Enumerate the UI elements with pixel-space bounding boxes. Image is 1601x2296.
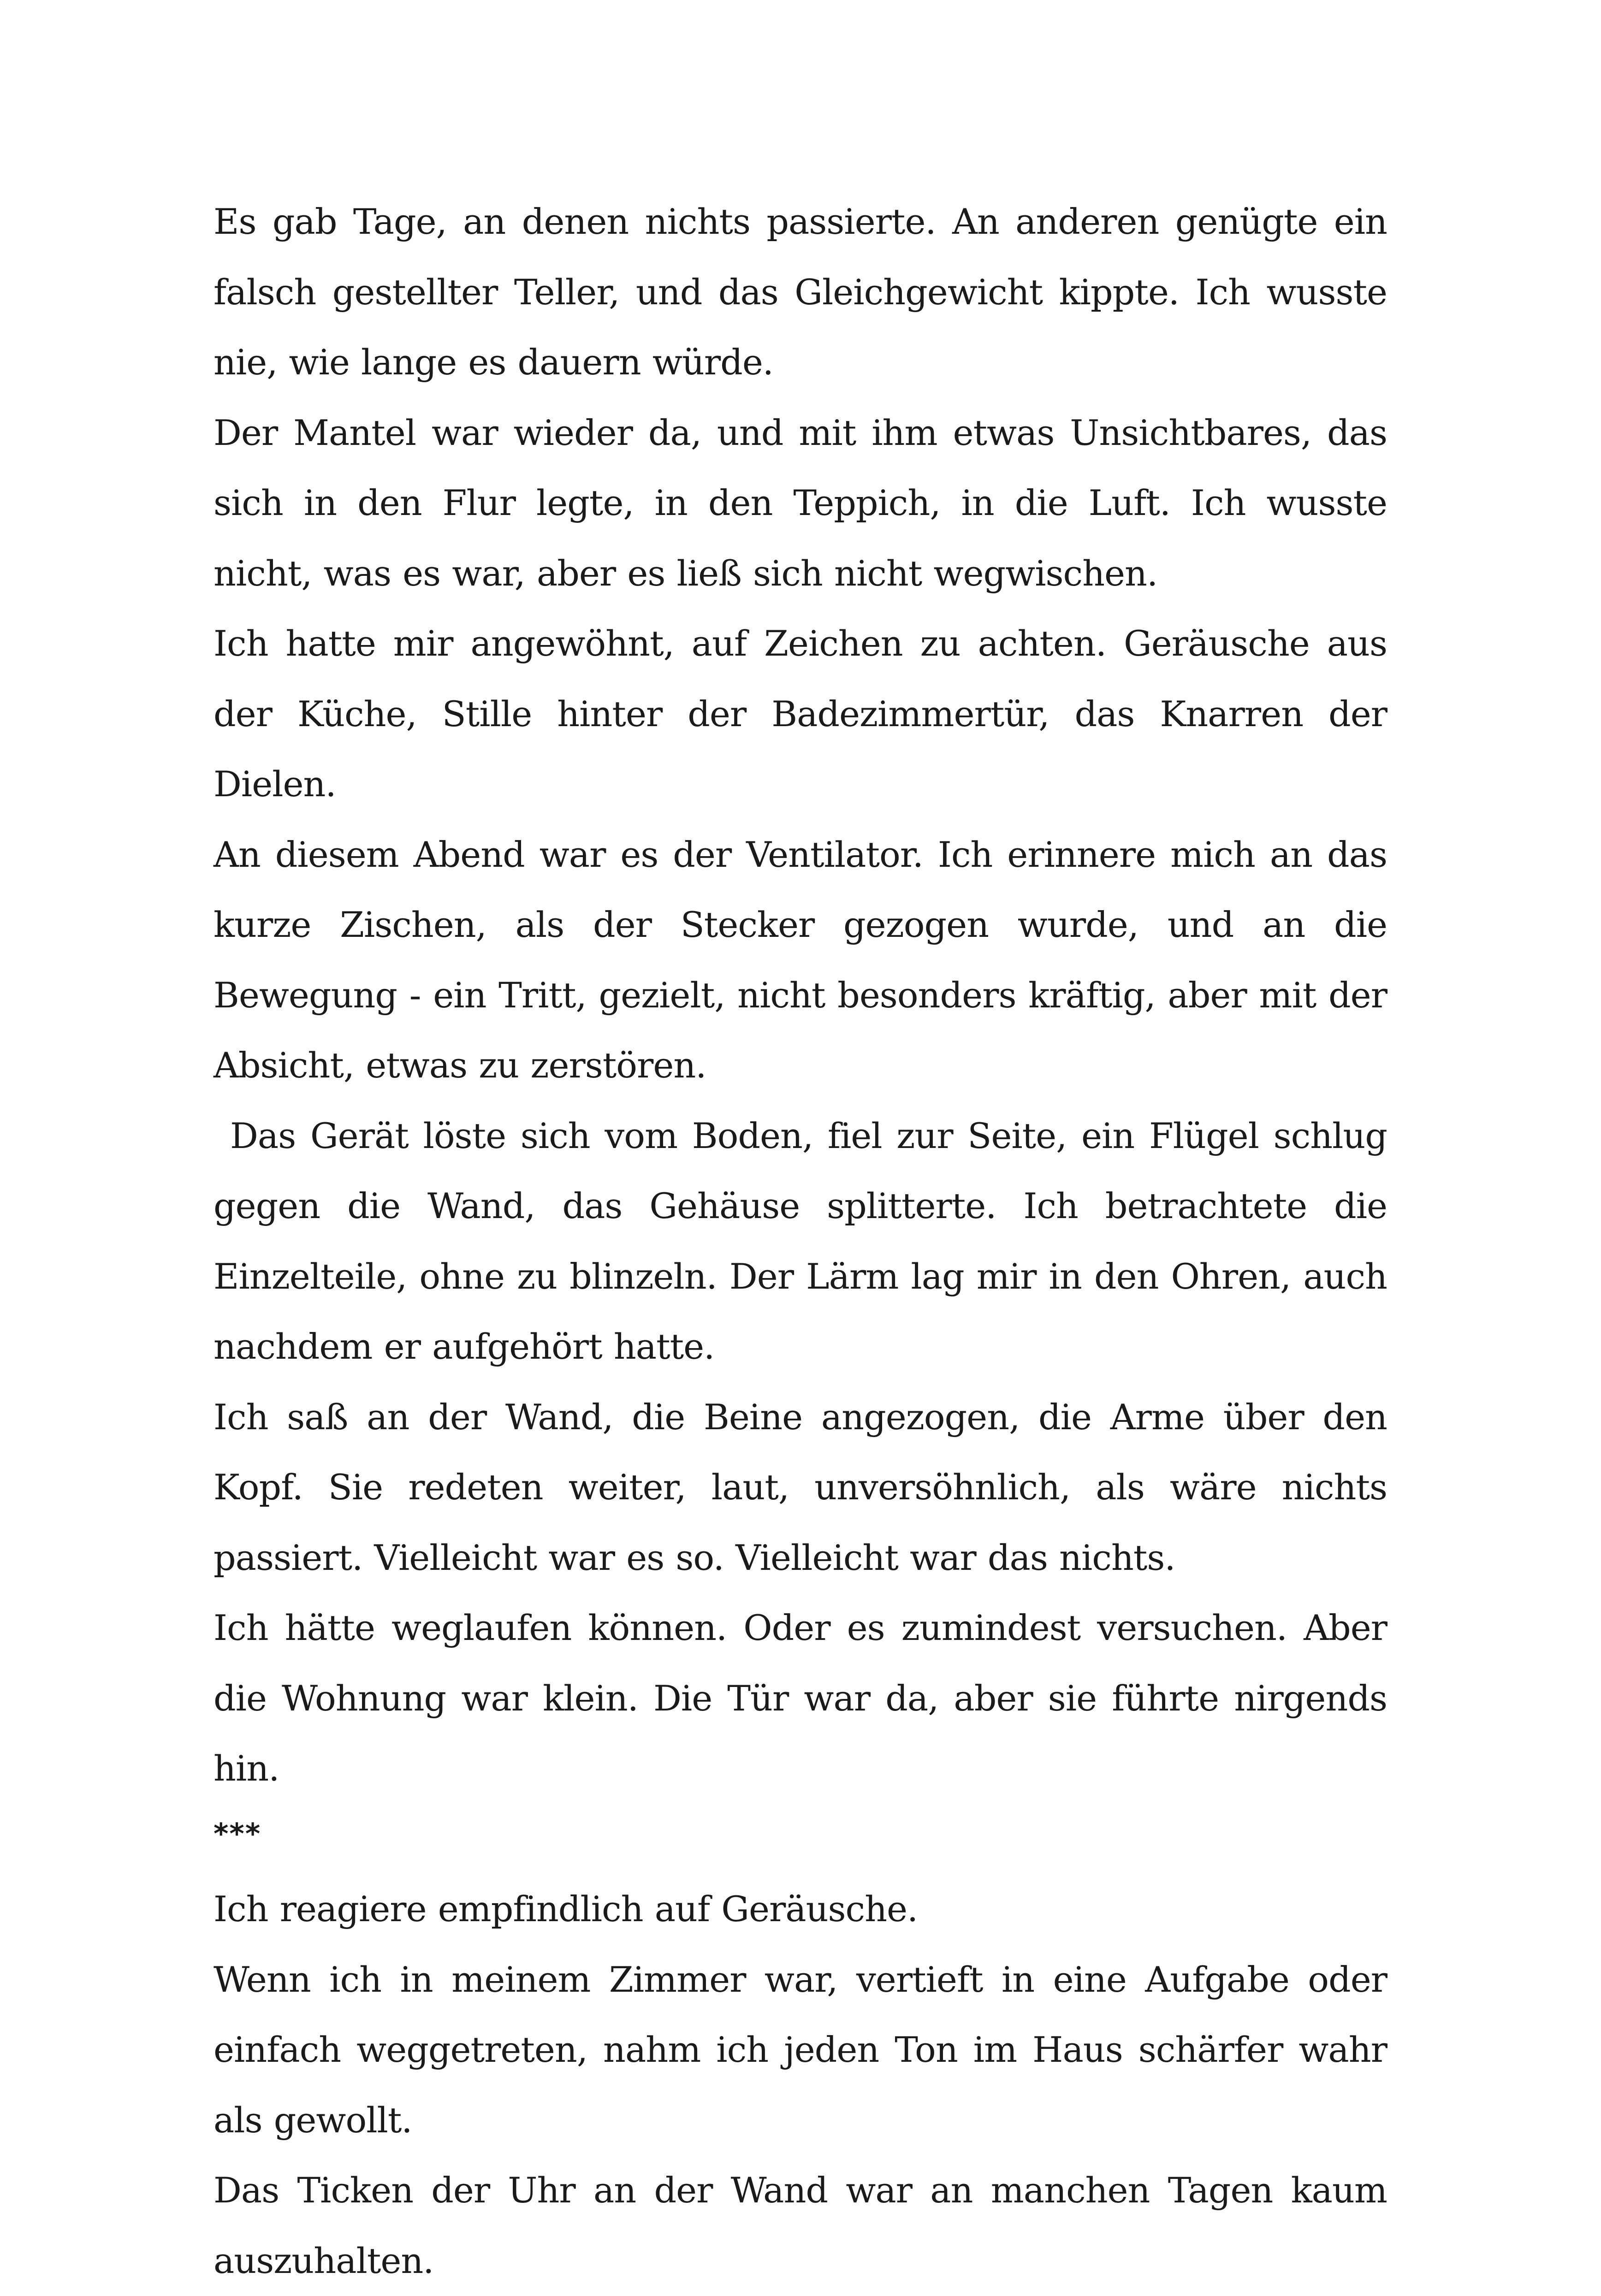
document-body xyxy=(213,187,1387,2296)
paragraph: Das Ticken der Uhr an der Wand war an manchen Tagen kaum auszuhalten. xyxy=(213,2170,1387,2281)
paragraph: Es gab Tage, an denen nichts passierte. An anderen genügte ein falsch gestellter Teller, und das Gleichgewicht kippte. Ich wusste nie, wie lange es dauern würde. xyxy=(213,201,1387,383)
paragraph: Der Mantel war wieder da, und mit ihm etwas Unsichtbares, das sich in den Flur legte, in den Teppich, in die Luft. Ich wusste nicht, was es war, aber es ließ sich nicht wegwischen. xyxy=(213,412,1387,594)
paragraph: An diesem Abend war es der Ventilator. Ich erinnere mich an das kurze Zischen, als der Stecker gezogen wurde, und an die Bewegung - ein Tritt, gezielt, nicht besonders kräftig, aber mit der Absicht, etwas zu zerstören. xyxy=(213,834,1387,1086)
section-separator: *** xyxy=(213,1817,261,1851)
paragraph: Das Gerät löste sich vom Boden, fiel zur Seite, ein Flügel schlug gegen die Wand, das Gehäuse splitterte. Ich betrachtete die Einzelteile, ohne zu blinzeln. Der Lärm lag mir in den Ohren, auch nachdem er aufgehört hatte. xyxy=(213,1115,1387,1367)
paragraph: Ich saß an der Wand, die Beine angezogen, die Arme über den Kopf. Sie redeten weiter, laut, unversöhnlich, als wäre nichts passiert. Vielleicht war es so. Vielleicht war das nichts. xyxy=(213,1396,1387,1578)
paragraph: Wenn ich in meinem Zimmer war, vertieft in eine Aufgabe oder einfach weggetreten, nahm ich jeden Ton im Haus schärfer wahr als gewollt. xyxy=(213,1959,1387,2141)
paragraph: Ich hatte mir angewöhnt, auf Zeichen zu achten. Geräusche aus der Küche, Stille hinter der Badezimmertür, das Knarren der Dielen. xyxy=(213,623,1387,805)
paragraph: Ich reagiere empfindlich auf Geräusche. xyxy=(213,1888,918,1929)
paragraph: Ich hätte weglaufen können. Oder es zumindest versuchen. Aber die Wohnung war klein. Die Tür war da, aber sie führte nirgends hin. xyxy=(213,1607,1387,1789)
